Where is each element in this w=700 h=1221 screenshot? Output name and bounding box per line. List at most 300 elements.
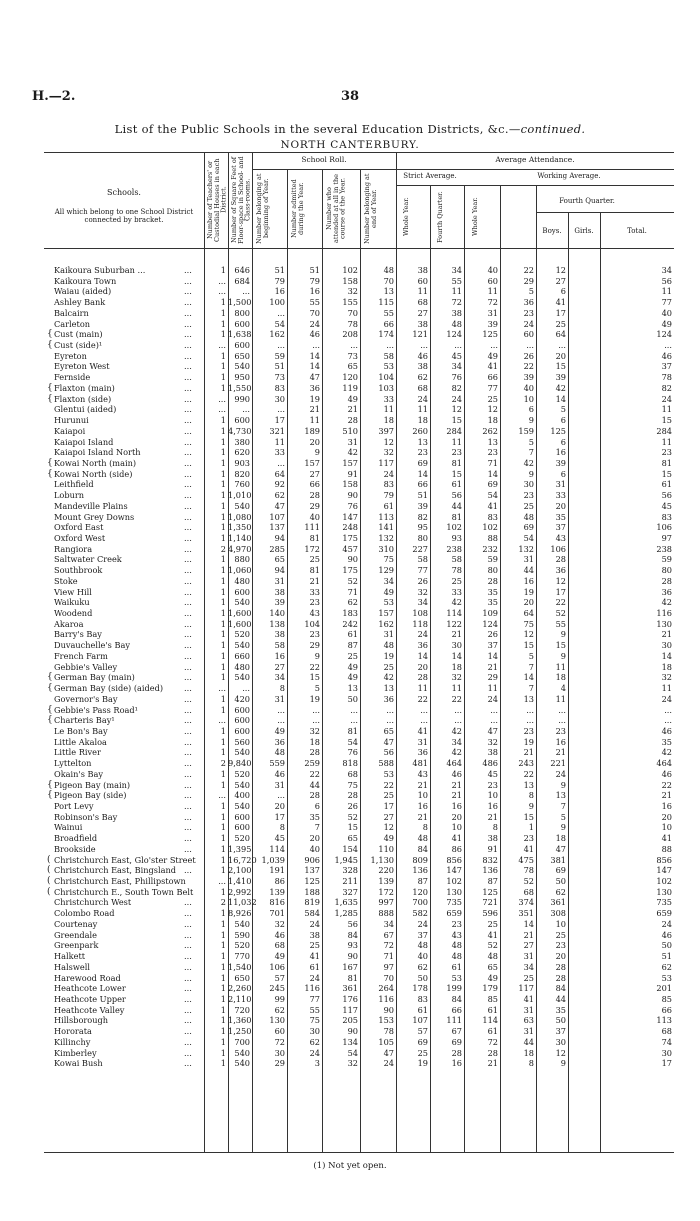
- cell-girls: 308: [550, 908, 566, 919]
- cell-teachers-houses: 1: [220, 372, 226, 383]
- cell-floor-space: 1,360: [228, 1015, 252, 1026]
- school-name: Southbrook: [54, 565, 103, 576]
- cell-working-whole-year: 83: [487, 511, 498, 522]
- cell-roll-end: 67: [383, 929, 394, 940]
- cell-roll-end: 113: [378, 511, 394, 522]
- cell-admitted: 51: [309, 265, 320, 275]
- cell-strict-whole-year: 21: [417, 779, 428, 790]
- cell-strict-whole-year: 62: [417, 961, 428, 972]
- table-row: [44, 587, 674, 598]
- table-row: [44, 265, 674, 276]
- leader-dots: ...: [184, 350, 192, 361]
- district-bracket: {: [47, 704, 53, 715]
- cell-roll-end: 13: [383, 286, 394, 297]
- cell-roll-begin: ...: [277, 457, 285, 468]
- cell-floor-space: 800: [234, 307, 250, 318]
- cell-admitted: 24: [309, 972, 320, 983]
- cell-teachers-houses: 1: [220, 650, 226, 661]
- school-name: Flaxton (side): [54, 393, 112, 404]
- cell-strict-whole-year: 32: [417, 586, 428, 597]
- cell-girls: 18: [555, 672, 566, 683]
- cell-attended: 84: [347, 929, 358, 940]
- cell-working-whole-year: 72: [487, 1036, 498, 1047]
- cell-teachers-houses: 1: [220, 693, 226, 704]
- school-name: French Farm: [54, 650, 108, 661]
- leader-dots: ...: [184, 972, 192, 983]
- school-name: Flaxton (main): [54, 382, 115, 393]
- leader-dots: ...: [184, 425, 192, 436]
- cell-strict-whole-year: 69: [417, 457, 428, 468]
- cell-attended: 13: [347, 683, 358, 694]
- cell-floor-space: 600: [234, 318, 250, 329]
- cell-total: ...: [664, 704, 672, 715]
- cell-roll-end: 53: [383, 597, 394, 608]
- school-name: Hillsborough: [54, 1015, 108, 1026]
- cell-floor-space: 480: [234, 661, 250, 672]
- district-name: NORTH CANTERBURY.: [280, 139, 420, 151]
- cell-roll-begin: 29: [274, 1058, 285, 1069]
- cell-floor-space: 1,140: [228, 533, 252, 543]
- cell-teachers-houses: 1: [220, 565, 226, 576]
- cell-working-whole-year: 38: [487, 747, 498, 758]
- cell-boys: 15: [523, 640, 534, 651]
- cell-strict-fourth-quarter: 44: [451, 500, 462, 511]
- cell-working-whole-year: 54: [487, 490, 498, 501]
- leader-dots: ...: [184, 618, 192, 629]
- cell-girls: 84: [555, 983, 566, 994]
- cell-working-whole-year: 18: [487, 415, 498, 426]
- cell-boys: 31: [523, 554, 534, 565]
- col-working-average-header: Working Average.: [537, 172, 601, 180]
- cell-attended: 205: [342, 1015, 358, 1026]
- cell-girls: ...: [558, 715, 566, 726]
- cell-strict-fourth-quarter: 61: [451, 479, 462, 490]
- cell-roll-begin: 34: [274, 672, 285, 683]
- district-bracket: (: [47, 876, 51, 887]
- school-name: German Bay (side) (aided): [54, 683, 164, 694]
- cell-attended: 62: [347, 597, 358, 608]
- cell-strict-fourth-quarter: 86: [451, 843, 462, 854]
- cell-admitted: 24: [309, 918, 320, 929]
- cell-teachers-houses: 1: [220, 457, 226, 468]
- cell-strict-fourth-quarter: 42: [451, 597, 462, 608]
- cell-attended: 120: [342, 372, 358, 383]
- cell-boys: 1: [528, 822, 534, 833]
- table-row: [44, 790, 674, 801]
- cell-roll-begin: 32: [274, 918, 285, 929]
- cell-floor-space: 520: [234, 833, 250, 844]
- cell-boys: 75: [523, 618, 534, 629]
- cell-strict-whole-year: 11: [417, 683, 428, 694]
- leader-dots: ...: [184, 447, 192, 458]
- cell-roll-end: 116: [378, 993, 394, 1004]
- cell-strict-fourth-quarter: 16: [451, 1058, 462, 1069]
- cell-teachers-houses: 1: [220, 833, 226, 844]
- cell-total: 34: [661, 265, 672, 275]
- cell-roll-end: 153: [378, 1015, 394, 1026]
- leader-dots: ...: [184, 265, 192, 275]
- cell-boys: 5: [528, 436, 534, 447]
- cell-attended: 78: [347, 318, 358, 329]
- cell-working-whole-year: 136: [482, 865, 498, 876]
- cell-strict-whole-year: 24: [417, 918, 428, 929]
- table-row: [44, 1037, 674, 1048]
- cell-roll-begin: 45: [274, 833, 285, 844]
- cell-strict-whole-year: 22: [417, 693, 428, 704]
- cell-roll-end: 70: [383, 275, 394, 286]
- col-admitted-header: Number admitted during the Year.: [290, 179, 305, 238]
- cell-total: 32: [661, 672, 672, 683]
- cell-girls: 28: [555, 972, 566, 983]
- cell-boys: 9: [528, 468, 534, 479]
- leader-dots: ...: [184, 533, 192, 543]
- leader-dots: ...: [184, 490, 192, 501]
- cell-boys: 41: [523, 843, 534, 854]
- cell-teachers-houses: 1: [220, 318, 226, 329]
- cell-strict-whole-year: 10: [417, 790, 428, 801]
- cell-boys: 69: [523, 522, 534, 533]
- cell-total: 18: [661, 661, 672, 672]
- cell-working-whole-year: ...: [490, 704, 498, 715]
- cell-admitted: 5: [314, 683, 320, 694]
- district-bracket: {: [47, 672, 53, 683]
- cell-boys: 132: [518, 543, 534, 554]
- school-name: Akaroa: [54, 618, 84, 629]
- table-row: [44, 565, 674, 576]
- cell-attended: 90: [347, 1026, 358, 1037]
- cell-strict-fourth-quarter: 18: [451, 661, 462, 672]
- school-name: Mount Grey Downs: [54, 511, 135, 522]
- cell-floor-space: 540: [234, 747, 250, 758]
- cell-total: 68: [661, 1026, 672, 1037]
- cell-attended: 248: [342, 522, 358, 533]
- school-name: Lyttelton: [54, 758, 92, 769]
- cell-total: 21: [661, 790, 672, 801]
- cell-roll-end: 117: [378, 457, 394, 468]
- cell-admitted: 584: [304, 908, 320, 919]
- cell-admitted: 55: [309, 1004, 320, 1015]
- cell-strict-fourth-quarter: 111: [446, 1015, 462, 1026]
- cell-admitted: 111: [304, 522, 320, 533]
- cell-boys: 24: [523, 318, 534, 329]
- leader-dots: ...: [184, 565, 192, 576]
- leader-dots: ...: [184, 479, 192, 490]
- cell-attended: 818: [342, 758, 358, 769]
- cell-working-whole-year: 59: [487, 554, 498, 565]
- col-total-header: Total.: [627, 227, 647, 235]
- table-row: [44, 361, 674, 372]
- cell-floor-space: ...: [242, 683, 250, 694]
- cell-teachers-houses: 1: [220, 725, 226, 736]
- cell-roll-end: ...: [386, 704, 394, 715]
- cell-roll-end: 83: [383, 479, 394, 490]
- cell-boys: 9: [528, 801, 534, 811]
- cell-teachers-houses: 1: [220, 468, 226, 479]
- cell-teachers-houses: ...: [218, 393, 226, 404]
- cell-strict-fourth-quarter: 10: [451, 822, 462, 833]
- cell-floor-space: 1,410: [228, 876, 252, 887]
- cell-floor-space: 1,250: [228, 1026, 252, 1037]
- cell-boys: ...: [526, 704, 534, 715]
- cell-teachers-houses: ...: [218, 286, 226, 297]
- cell-attended: 157: [342, 457, 358, 468]
- cell-strict-whole-year: 87: [417, 876, 428, 887]
- leader-dots: ...: [184, 672, 192, 683]
- cell-floor-space: 1,600: [228, 608, 252, 619]
- cell-admitted: 66: [309, 479, 320, 490]
- cell-floor-space: 1,010: [228, 490, 252, 501]
- cell-strict-fourth-quarter: 22: [451, 693, 462, 704]
- cell-admitted: 55: [309, 297, 320, 308]
- cell-roll-begin: 107: [269, 511, 285, 522]
- cell-total: 59: [661, 554, 672, 565]
- school-name: Kowai North (main): [54, 457, 137, 468]
- cell-girls: 20: [555, 500, 566, 511]
- cell-attended: 26: [347, 801, 358, 811]
- cell-boys: 12: [523, 629, 534, 640]
- cell-strict-fourth-quarter: 34: [451, 736, 462, 747]
- cell-total: 46: [661, 768, 672, 779]
- table-row: [44, 973, 674, 984]
- cell-roll-begin: 30: [274, 1047, 285, 1058]
- school-name: Balcairn: [54, 307, 89, 318]
- cell-teachers-houses: 1: [220, 307, 226, 318]
- cell-admitted: 14: [309, 350, 320, 361]
- cell-total: 11: [661, 436, 672, 447]
- school-name: Halswell: [54, 961, 90, 972]
- cell-admitted: 7: [314, 822, 320, 833]
- cell-floor-space: 590: [234, 929, 250, 940]
- table-row: [44, 705, 674, 716]
- cell-admitted: 19: [309, 693, 320, 704]
- leader-dots: ...: [184, 1036, 192, 1047]
- cell-roll-begin: 62: [274, 1004, 285, 1015]
- school-name: Christchurch East, Glo'ster Street: [54, 854, 196, 865]
- table-row: [44, 629, 674, 640]
- cell-girls: 9: [560, 650, 566, 661]
- cell-strict-whole-year: 31: [417, 736, 428, 747]
- cell-working-whole-year: 48: [487, 951, 498, 962]
- cell-admitted: 11: [309, 415, 320, 426]
- cell-girls: 21: [555, 747, 566, 758]
- cell-strict-fourth-quarter: 38: [451, 307, 462, 318]
- cell-admitted: 259: [304, 758, 320, 769]
- cell-roll-begin: 68: [274, 940, 285, 951]
- cell-boys: ...: [526, 715, 534, 726]
- table-row: [44, 297, 674, 308]
- district-bracket: (: [47, 854, 51, 865]
- school-name: Le Bon's Bay: [54, 725, 108, 736]
- cell-total: 238: [656, 543, 672, 554]
- cell-working-whole-year: 41: [487, 929, 498, 940]
- cell-girls: 28: [555, 961, 566, 972]
- cell-working-whole-year: 26: [487, 629, 498, 640]
- cell-teachers-houses: 1: [220, 961, 226, 972]
- cell-boys: 18: [523, 1047, 534, 1058]
- school-name: Kowai North (side): [54, 468, 133, 479]
- leader-dots: ...: [184, 393, 192, 404]
- cell-girls: 15: [555, 640, 566, 651]
- cell-strict-fourth-quarter: ...: [454, 704, 462, 715]
- cell-total: 81: [661, 457, 672, 468]
- cell-total: 41: [661, 833, 672, 844]
- school-name: Christchurch East, Phillipstown: [54, 876, 186, 887]
- cell-roll-end: 78: [383, 1026, 394, 1037]
- cell-roll-end: 56: [383, 747, 394, 758]
- cell-attended: 54: [347, 1047, 358, 1058]
- table-row: [44, 522, 674, 533]
- cell-strict-fourth-quarter: 856: [446, 854, 462, 865]
- cell-roll-begin: 65: [274, 554, 285, 565]
- cell-girls: 221: [550, 758, 566, 769]
- cell-working-whole-year: 179: [482, 983, 498, 994]
- cell-floor-space: 684: [234, 275, 250, 286]
- cell-strict-fourth-quarter: 21: [451, 779, 462, 790]
- cell-attended: 54: [347, 736, 358, 747]
- cell-admitted: 75: [309, 1015, 320, 1026]
- table-row: [44, 694, 674, 705]
- cell-roll-end: 264: [378, 983, 394, 994]
- cell-boys: 8: [528, 1058, 534, 1069]
- leader-dots: ...: [184, 801, 192, 811]
- cell-total: 51: [661, 951, 672, 962]
- cell-roll-end: 310: [378, 543, 394, 554]
- school-name: Loburn: [54, 490, 85, 501]
- cell-attended: 25: [347, 650, 358, 661]
- cell-strict-fourth-quarter: 130: [446, 886, 462, 897]
- leader-dots: ...: [184, 415, 192, 426]
- cell-floor-space: 646: [234, 265, 250, 275]
- cell-roll-end: ...: [386, 340, 394, 351]
- school-name: Charteris Bay¹: [54, 715, 115, 726]
- cell-strict-whole-year: 582: [412, 908, 428, 919]
- leader-dots: ...: [184, 683, 192, 694]
- table-row: [44, 801, 674, 812]
- cell-roll-begin: 94: [274, 565, 285, 576]
- cell-boys: 60: [523, 329, 534, 340]
- leader-dots: ...: [184, 468, 192, 479]
- cell-strict-whole-year: 14: [417, 650, 428, 661]
- cell-admitted: ...: [312, 715, 320, 726]
- cell-teachers-houses: 1: [220, 575, 226, 586]
- cell-girls: 23: [555, 725, 566, 736]
- school-name: Saltwater Creek: [54, 554, 122, 565]
- cell-roll-end: 12: [383, 822, 394, 833]
- cell-roll-begin: 38: [274, 629, 285, 640]
- cell-boys: 22: [523, 265, 534, 275]
- cell-boys: 48: [523, 511, 534, 522]
- cell-strict-fourth-quarter: 21: [451, 790, 462, 801]
- cell-attended: 327: [342, 886, 358, 897]
- table-row: [44, 940, 674, 951]
- cell-boys: 9: [528, 415, 534, 426]
- leader-dots: ...: [184, 404, 192, 415]
- leader-dots: ...: [184, 725, 192, 736]
- cell-working-whole-year: 69: [487, 479, 498, 490]
- cell-working-whole-year: 49: [487, 972, 498, 983]
- cell-total: 130: [656, 886, 672, 897]
- leader-dots: ...: [184, 575, 192, 586]
- cell-attended: 52: [347, 811, 358, 822]
- cell-working-whole-year: 41: [487, 361, 498, 372]
- footnote: (1) Not yet open.: [313, 1161, 387, 1171]
- cell-strict-whole-year: 118: [412, 618, 428, 629]
- cell-boys: 20: [523, 597, 534, 608]
- cell-strict-fourth-quarter: 72: [451, 297, 462, 308]
- cell-working-whole-year: 21: [487, 1058, 498, 1069]
- cell-roll-begin: 245: [269, 983, 285, 994]
- cell-girls: 6: [560, 468, 566, 479]
- cell-boys: 41: [523, 993, 534, 1004]
- col-strict-average-header: Strict Average.: [403, 172, 457, 180]
- cell-roll-end: 13: [383, 683, 394, 694]
- cell-attended: 175: [342, 565, 358, 576]
- cell-teachers-houses: 1: [220, 329, 226, 340]
- cell-roll-end: 49: [383, 833, 394, 844]
- leader-dots: ...: [184, 297, 192, 308]
- leader-dots: ...: [184, 1004, 192, 1015]
- cell-working-whole-year: 31: [487, 307, 498, 318]
- cell-strict-whole-year: 107: [412, 1015, 428, 1026]
- cell-attended: 242: [342, 618, 358, 629]
- cell-roll-begin: 46: [274, 768, 285, 779]
- cell-working-whole-year: 87: [487, 876, 498, 887]
- cell-strict-fourth-quarter: 42: [451, 747, 462, 758]
- leader-dots: ...: [184, 1058, 192, 1069]
- cell-teachers-houses: ...: [218, 404, 226, 415]
- cell-total: 22: [661, 779, 672, 790]
- table-row: [44, 1026, 674, 1037]
- cell-roll-end: 397: [378, 425, 394, 436]
- cell-roll-begin: 100: [269, 297, 285, 308]
- leader-dots: ...: [184, 1015, 192, 1026]
- cell-girls: 36: [555, 565, 566, 576]
- cell-working-whole-year: 85: [487, 993, 498, 1004]
- cell-roll-begin: 49: [274, 725, 285, 736]
- cell-roll-end: 31: [383, 629, 394, 640]
- cell-girls: 4: [560, 683, 566, 694]
- cell-roll-begin: ...: [277, 404, 285, 415]
- leader-dots: ...: [184, 908, 192, 919]
- cell-girls: 27: [555, 275, 566, 286]
- cell-admitted: 61: [309, 961, 320, 972]
- school-name: Wainui: [54, 822, 83, 833]
- cell-total: 20: [661, 811, 672, 822]
- cell-total: 24: [661, 393, 672, 404]
- cell-teachers-houses: 1: [220, 951, 226, 962]
- cell-floor-space: 540: [234, 779, 250, 790]
- cell-strict-whole-year: 36: [417, 640, 428, 651]
- district-bracket: {: [47, 329, 53, 340]
- cell-strict-whole-year: 108: [412, 608, 428, 619]
- cell-strict-fourth-quarter: 81: [451, 457, 462, 468]
- cell-attended: 119: [342, 382, 358, 393]
- district-bracket: {: [47, 457, 53, 468]
- cell-floor-space: 9,840: [228, 758, 252, 769]
- cell-floor-space: 600: [234, 340, 250, 351]
- cell-admitted: 29: [309, 500, 320, 511]
- cell-teachers-houses: 1: [220, 265, 226, 275]
- leader-dots: ...: [184, 747, 192, 758]
- table-row: [44, 897, 674, 908]
- cell-girls: 50: [555, 876, 566, 887]
- cell-strict-fourth-quarter: 735: [446, 897, 462, 908]
- cell-total: 36: [661, 586, 672, 597]
- table-row: [44, 276, 674, 287]
- table-row: [44, 394, 674, 405]
- cell-teachers-houses: 1: [220, 1015, 226, 1026]
- table-row: [44, 865, 674, 876]
